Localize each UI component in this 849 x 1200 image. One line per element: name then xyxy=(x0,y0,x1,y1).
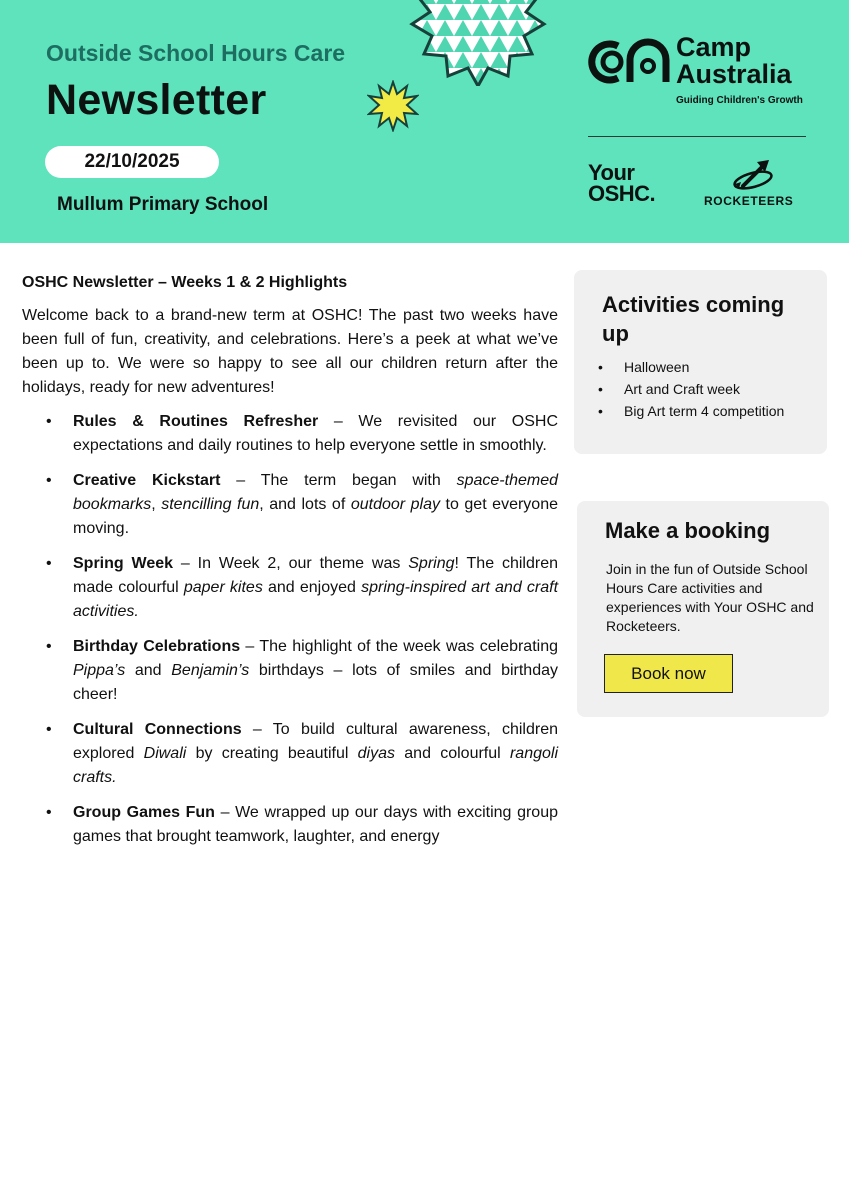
header-divider xyxy=(588,136,806,137)
highlight-title: Cultural Connections xyxy=(73,721,242,738)
highlight-text: diyas xyxy=(357,745,396,762)
sun-burst-icon xyxy=(367,80,419,132)
highlight-text: and enjoyed xyxy=(262,579,362,596)
highlight-text: – To build cultural awareness, children explored xyxy=(73,721,558,762)
rocketeers-logo: ROCKETEERS xyxy=(704,194,794,208)
brand-name-line1: Camp xyxy=(676,32,752,62)
highlight-text: – We revisited our OSHC expectations and daily routines to help everyone settle in smoothly. xyxy=(73,413,558,454)
highlight-text: outdoor play xyxy=(350,496,440,513)
highlight-text: and colourful xyxy=(395,745,510,762)
highlight-text: to get everyone moving. xyxy=(73,496,559,537)
activity-item: • Art and Craft week xyxy=(598,378,784,400)
highlight-title: Rules & Routines Refresher xyxy=(73,413,319,430)
highlight-text: – The highlight of the week was celebrating xyxy=(240,638,558,655)
highlight-text: space-themed bookmarks xyxy=(73,472,558,513)
activity-item: • Big Art term 4 competition xyxy=(598,400,784,422)
newsletter-header xyxy=(0,0,849,243)
header-subtitle: Outside School Hours Care xyxy=(46,40,346,66)
highlight-text: spring-inspired art and craft activities. xyxy=(73,579,559,620)
highlight-text: , and lots of xyxy=(259,496,351,513)
highlight-item xyxy=(22,718,558,790)
highlight-text: and xyxy=(125,662,172,679)
highlight-text: birthdays – lots of smiles and birthday cheer! xyxy=(73,662,558,703)
highlight-title: Spring Week xyxy=(73,555,174,572)
highlight-text: – In Week 2, our theme was xyxy=(173,555,409,572)
booking-description: Join in the fun of Outside School Hours Care activities and experiences with Your OSHC and Rocketeers. xyxy=(606,561,814,634)
highlight-text: paper kites xyxy=(183,579,263,596)
main-content xyxy=(22,272,558,860)
highlight-text: – The term began with xyxy=(220,472,457,489)
rocket-icon xyxy=(731,158,777,192)
triangle-burst-icon xyxy=(400,0,556,86)
activities-list xyxy=(598,356,784,422)
newsletter-heading: OSHC Newsletter – Weeks 1 & 2 Highlights xyxy=(22,274,348,291)
highlight-text: Spring xyxy=(408,555,455,572)
booking-title: Make a booking xyxy=(605,518,771,543)
highlight-title: Birthday Celebrations xyxy=(73,638,241,655)
highlight-text: – We wrapped up our days with exciting group games that brought teamwork, laughter, and energy xyxy=(73,804,558,845)
activities-card xyxy=(574,270,827,454)
brand-name-line2: Australia xyxy=(676,59,792,89)
highlight-item xyxy=(22,469,558,541)
school-name: Mullum Primary School xyxy=(57,194,269,215)
highlight-text: , xyxy=(151,496,162,513)
activity-item: • Halloween xyxy=(598,356,784,378)
highlight-text: Pippa’s xyxy=(73,662,126,679)
your-oshc-line2: OSHC. xyxy=(588,181,656,206)
highlight-title: Creative Kickstart xyxy=(73,472,221,489)
booking-card xyxy=(577,501,829,717)
intro-paragraph: Welcome back to a brand-new term at OSHC! The past two weeks have been full of fun, creativity, and celebrations. Here’s a peek at what we’ve been up to. We were so happy to see all our children return after the holidays, ready for new adventures! xyxy=(22,307,558,396)
highlight-text: Diwali xyxy=(143,745,187,762)
book-now-button[interactable]: Book now xyxy=(604,654,733,693)
activities-title: Activities coming up xyxy=(602,292,785,346)
your-oshc-line1: Your xyxy=(588,160,635,185)
your-oshc-logo xyxy=(588,162,655,204)
highlight-text: Benjamin’s xyxy=(171,662,250,679)
highlight-text: ! The children made colourful xyxy=(73,555,558,596)
highlight-item xyxy=(22,552,558,624)
highlight-text: by creating beautiful xyxy=(186,745,358,762)
highlights-list xyxy=(22,410,558,849)
brand-name xyxy=(676,34,792,88)
page-title: Newsletter xyxy=(46,76,267,124)
highlight-item xyxy=(22,635,558,707)
highlight-item xyxy=(22,410,558,458)
camp-australia-logo-icon xyxy=(586,36,670,88)
highlight-text: stencilling fun xyxy=(161,496,260,513)
highlight-title: Group Games Fun xyxy=(73,804,215,821)
date-badge: 22/10/2025 xyxy=(45,146,219,178)
brand-tagline: Guiding Children's Growth xyxy=(676,95,803,106)
highlight-item xyxy=(22,801,558,849)
highlight-text: rangoli crafts. xyxy=(73,745,558,786)
